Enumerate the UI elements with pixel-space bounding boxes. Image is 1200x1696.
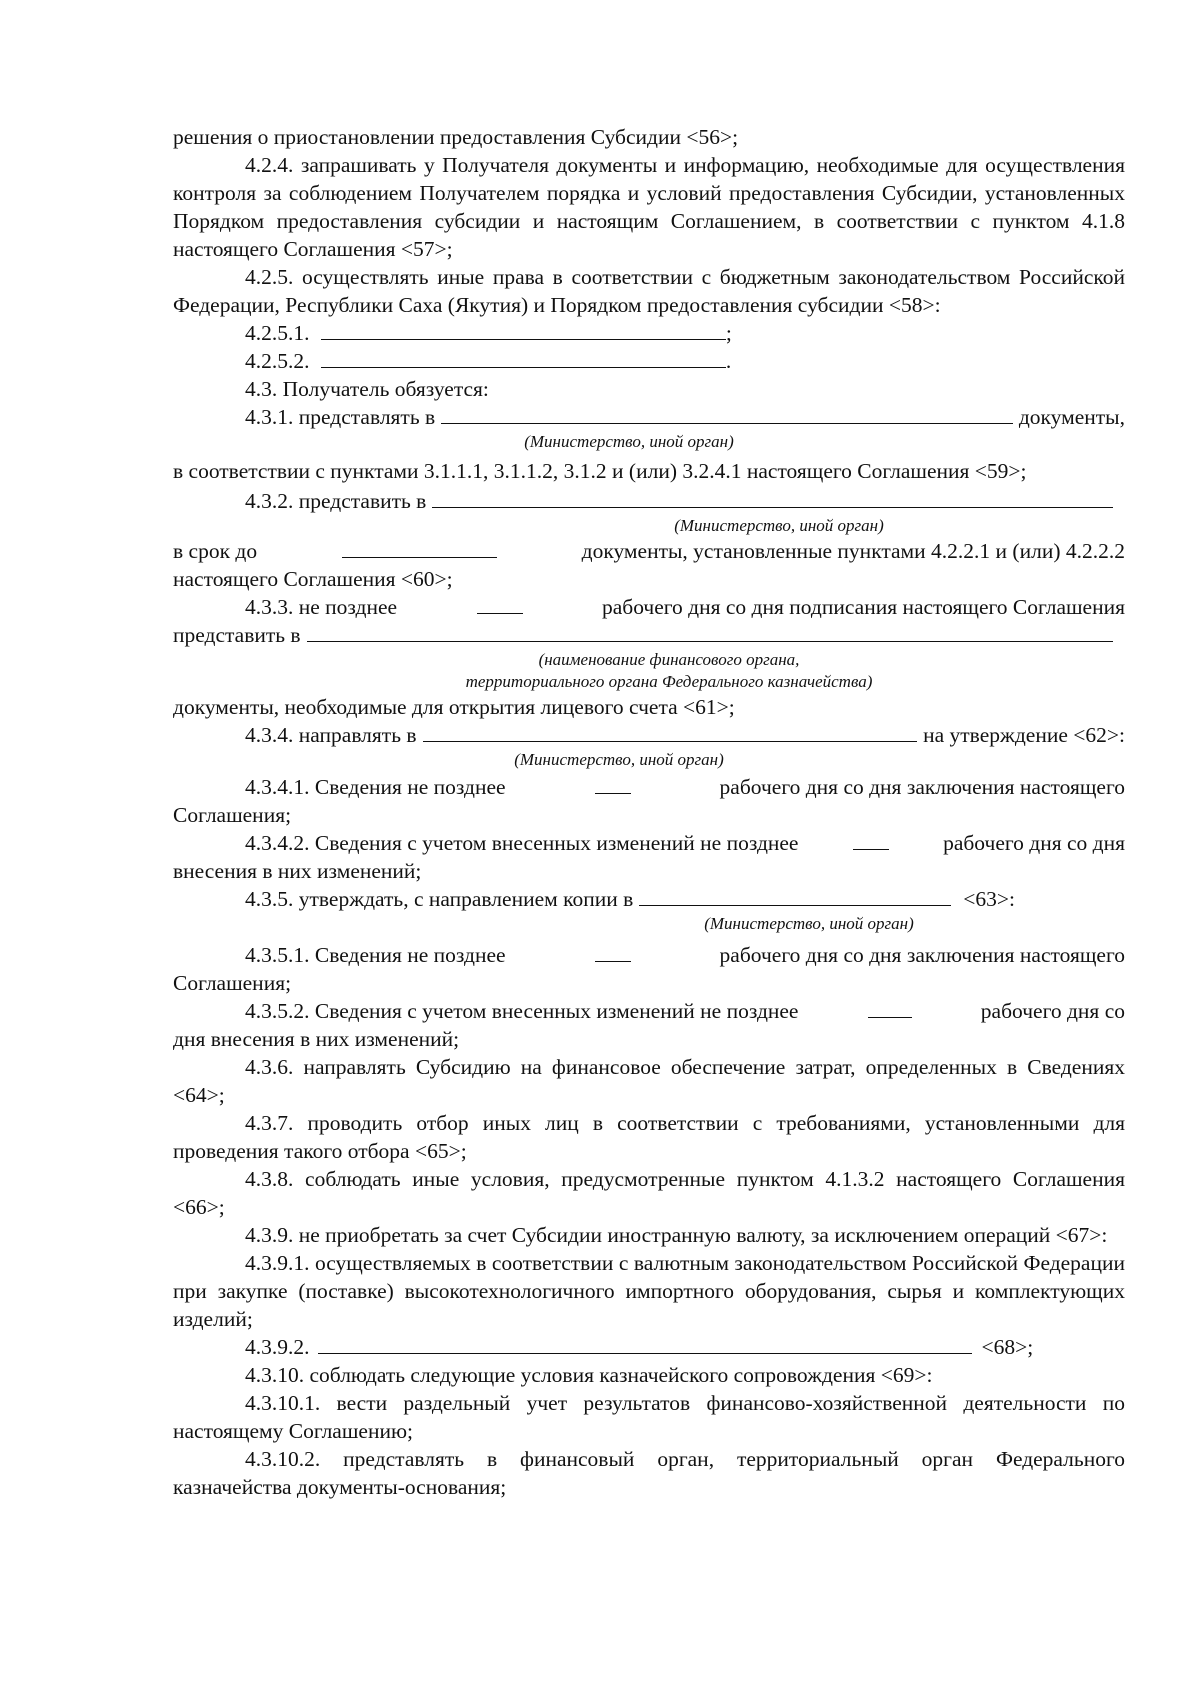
- paragraph-4-3-4-1-end: Соглашения;: [173, 803, 292, 827]
- clause-text: представить в: [173, 623, 301, 647]
- blank-line: [423, 721, 918, 742]
- clause-number: 4.3.9.2.: [245, 1335, 310, 1359]
- paragraph-4-3-2-end: настоящего Соглашения <60>;: [173, 567, 453, 591]
- blank-line: [853, 829, 889, 850]
- clause-number: 4.2.5.2.: [245, 349, 310, 373]
- clause-text: 4.3.3. не позднее: [245, 595, 398, 619]
- blank-line: [477, 593, 523, 614]
- blank-line: [639, 885, 951, 906]
- paragraph-4-3-6: 4.3.6. направлять Субсидию на финансовое обеспечение затрат, определенных в Сведениях <64>;: [173, 1055, 1125, 1107]
- paragraph-4-3-10-2: 4.3.10.2. представлять в финансовый орган, территориальный орган Федерального казначейства документы-основания;: [173, 1447, 1125, 1499]
- paragraph-4-3-7: 4.3.7. проводить отбор иных лиц в соответствии с требованиями, установленными для проведения такого отбора <65>;: [173, 1111, 1125, 1163]
- field-caption: (Министерство, иной орган): [704, 914, 914, 933]
- text-line: решения о приостановлении предоставления Субсидии <56>;: [173, 125, 739, 149]
- paragraph-4-3-5-2-end: дня внесения в них изменений;: [173, 1027, 460, 1051]
- blank-line: [318, 1333, 972, 1354]
- clause-text: 4.3.5.1. Сведения не позднее: [245, 943, 506, 967]
- paragraph-4-3-9-2: [173, 1333, 1125, 1361]
- paragraph-4-3-2-continuation: [173, 537, 1125, 565]
- blank-line: [307, 621, 1113, 642]
- clause-text: 4.3.2. представить в: [245, 489, 427, 513]
- paragraph-4-3: 4.3. Получатель обязуется:: [245, 377, 489, 401]
- clause-text: 4.3.4.1. Сведения не позднее: [245, 775, 506, 799]
- clause-text: документы,: [1018, 405, 1125, 429]
- paragraph-4-3-9: 4.3.9. не приобретать за счет Субсидии иностранную валюту, за исключением операций <67>:: [245, 1223, 1108, 1247]
- blank-line: [595, 941, 631, 962]
- clause-text: рабочего дня со: [980, 999, 1125, 1023]
- clause-text: <68>;: [981, 1335, 1034, 1359]
- paragraph-4-3-10: 4.3.10. соблюдать следующие условия казначейского сопровождения <69>:: [245, 1363, 933, 1387]
- field-caption: (Министерство, иной орган): [674, 516, 884, 535]
- blank-line: [342, 537, 497, 558]
- clause-text: 4.3.4.2. Сведения с учетом внесенных изменений не позднее: [245, 831, 799, 855]
- document-body: [173, 123, 1125, 1501]
- blank-line: [432, 487, 1113, 508]
- clause-text: 4.3.4. направлять в: [245, 723, 417, 747]
- clause-text: 4.3.1. представлять в: [245, 405, 436, 429]
- blank-line: [321, 347, 726, 368]
- clause-text: документы, установленные пунктами 4.2.2.1 и (или) 4.2.2.2: [581, 539, 1125, 563]
- paragraph-4-3-2: [173, 487, 1125, 515]
- paragraph-4-3-3: [173, 593, 1125, 621]
- clause-number: 4.2.5.1.: [245, 321, 310, 345]
- paragraph-4-3-4-2-end: внесения в них изменений;: [173, 859, 422, 883]
- paragraph-4-3-5-1-end: Соглашения;: [173, 971, 292, 995]
- paragraph-4-2-5: 4.2.5. осуществлять иные права в соответствии с бюджетным законодательством Российской Федерации, Республики Саха (Якутия) и Порядком предоставления субсидии <58>:: [173, 265, 1125, 317]
- paragraph-4-2-5-1: [173, 319, 1125, 347]
- clause-text: на утверждение <62>:: [923, 723, 1125, 747]
- paragraph-4-3-4-1: [173, 773, 1125, 801]
- clause-text: <63>:: [963, 887, 1015, 911]
- paragraph-4-3-8: 4.3.8. соблюдать иные условия, предусмотренные пунктом 4.1.3.2 настоящего Соглашения <66>;: [173, 1167, 1125, 1219]
- paragraph-4-3-4-2: [173, 829, 1125, 857]
- clause-end: .: [725, 349, 732, 373]
- blank-line: [441, 403, 1013, 424]
- paragraph-4-2-5-2: [173, 347, 1125, 375]
- clause-end: ;: [725, 321, 732, 345]
- field-caption: (Министерство, иной орган): [524, 432, 734, 451]
- clause-text: 4.3.5. утверждать, с направлением копии в: [245, 887, 634, 911]
- field-caption: (Министерство, иной орган): [514, 750, 724, 769]
- paragraph-4-3-1: [173, 403, 1125, 431]
- paragraph-4-3-3-line2: [173, 621, 1125, 649]
- paragraph-4-2-4: 4.2.4. запрашивать у Получателя документы и информацию, необходимые для осуществления контроля за соблюдением Получателем порядка и условий предоставления Субсидии, установленных Порядком предоставления субсидии и настоящим Соглашением, в соответствии с пунктом 4.1.8 настоящего Соглашения <57>;: [173, 153, 1125, 261]
- field-caption: территориального органа Федерального казначейства): [465, 672, 873, 691]
- clause-text: в срок до: [173, 539, 258, 563]
- clause-text: рабочего дня со дня: [943, 831, 1125, 855]
- field-caption: (наименование финансового органа,: [538, 650, 800, 669]
- paragraph-4-3-1-continuation: в соответствии с пунктами 3.1.1.1, 3.1.1.2, 3.1.2 и (или) 3.2.4.1 настоящего Соглашения <59>;: [173, 459, 1027, 483]
- paragraph-4-3-5: [173, 885, 1125, 913]
- paragraph-4-3-10-1: 4.3.10.1. вести раздельный учет результатов финансово-хозяйственной деятельности по настоящему Соглашению;: [173, 1391, 1125, 1443]
- blank-line: [868, 997, 912, 1018]
- paragraph-4-3-3-continuation: документы, необходимые для открытия лицевого счета <61>;: [173, 695, 735, 719]
- paragraph-4-3-5-1: [173, 941, 1125, 969]
- paragraph-4-3-9-1: 4.3.9.1. осуществляемых в соответствии с валютным законодательством Российской Федерации при закупке (поставке) высокотехнологичного импортного оборудования, сырья и комплектующих изделий;: [173, 1251, 1125, 1331]
- clause-text: рабочего дня со дня подписания настоящего Соглашения: [601, 595, 1125, 619]
- paragraph-4-3-5-2: [173, 997, 1125, 1025]
- blank-line: [321, 319, 726, 340]
- clause-text: рабочего дня со дня заключения настоящего: [719, 943, 1125, 967]
- paragraph-4-3-4: [173, 721, 1125, 749]
- clause-text: рабочего дня со дня заключения настоящего: [719, 775, 1125, 799]
- blank-line: [595, 773, 631, 794]
- clause-text: 4.3.5.2. Сведения с учетом внесенных изменений не позднее: [245, 999, 799, 1023]
